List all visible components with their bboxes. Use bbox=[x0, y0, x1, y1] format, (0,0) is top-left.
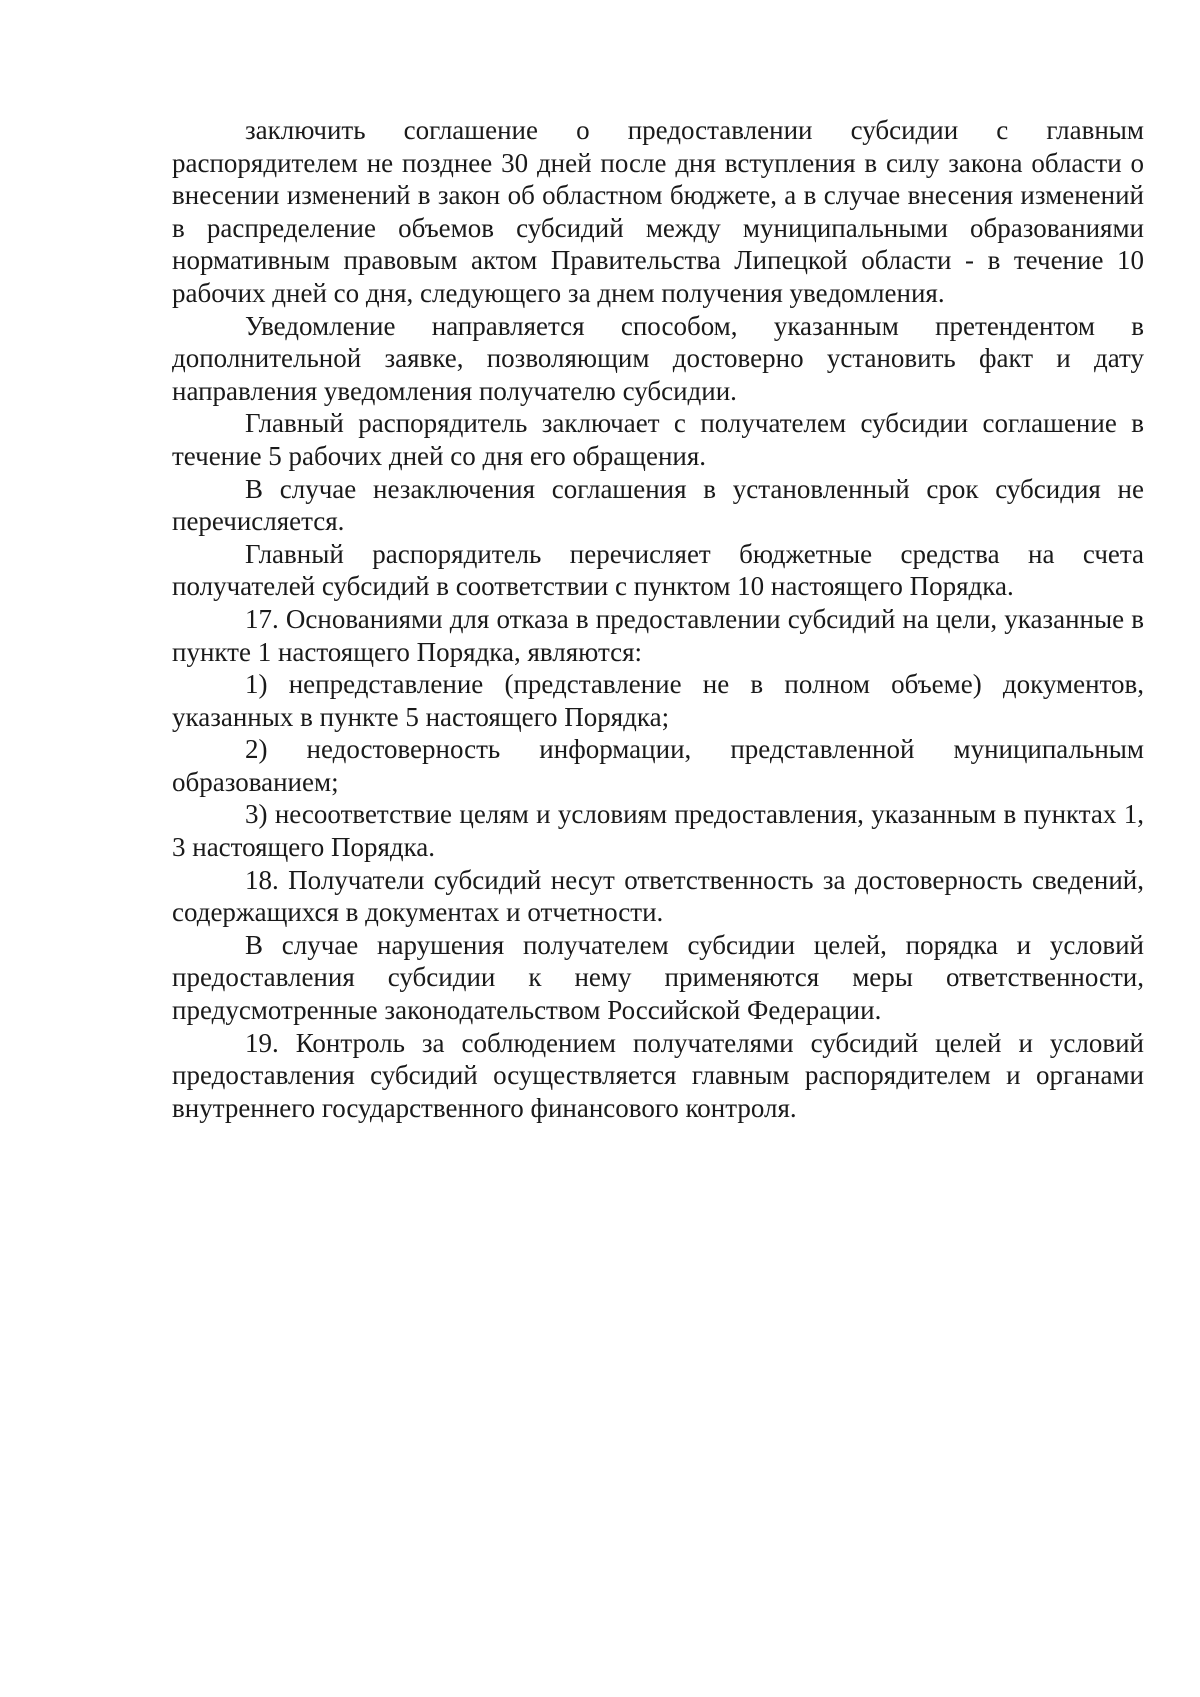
list-item-refusal-2: 2) недостоверность информации, представленной муниципальным образованием; bbox=[172, 734, 1144, 797]
paragraph-violation-measures: В случае нарушения получателем субсидии целей, порядка и условий предоставления субсидии к нему применяются меры ответственности, предусмотренные законодательством Российской Федерации. bbox=[172, 929, 1144, 1026]
paragraph-funds-transfer: Главный распорядитель перечисляет бюджетные средства на счета получателей субсидий в соответствии с пунктом 10 настоящего Порядка. bbox=[172, 538, 1144, 602]
paragraph-19-control: 19. Контроль за соблюдением получателями субсидий целей и условий предоставления субсидий осуществляется главным распорядителем и органами внутреннего государственного финансового контроля. bbox=[172, 1027, 1144, 1123]
paragraph-agreement-conclusion: Главный распорядитель заключает с получателем субсидии соглашение в течение 5 рабочих дней со дня его обращения. bbox=[172, 408, 1144, 471]
paragraph-18-responsibility: 18. Получатели субсидий несут ответственность за достоверность сведений, содержащихся в документах и отчетности. bbox=[172, 864, 1144, 928]
paragraph-agreement-deadline: заключить соглашение о предоставлении субсидии с главным распорядителем не позднее 30 дней после дня вступления в силу закона области о внесении изменений в закон об областном бюджете, а в случае внесения изменений в распределение объемов субсидий между муниципальными образованиями нормативным правовым актом Правительства Липецкой области - в течение 10 рабочих дней со дня, следующего за днем получения уведомления. bbox=[172, 115, 1144, 308]
list-item-refusal-1: 1) непредставление (представление не в полном объеме) документов, указанных в пункте 5 настоящего Порядка; bbox=[172, 669, 1144, 732]
paragraph-17-refusal-grounds: 17. Основаниями для отказа в предоставлении субсидий на цели, указанные в пункте 1 настоящего Порядка, являются: bbox=[172, 603, 1144, 667]
paragraph-non-conclusion: В случае незаключения соглашения в установленный срок субсидия не перечисляется. bbox=[172, 473, 1144, 537]
list-item-refusal-3: 3) несоответствие целям и условиям предоставления, указанным в пунктах 1, 3 настоящего Порядка. bbox=[172, 799, 1144, 863]
paragraph-notification-method: Уведомление направляется способом, указанным претендентом в дополнительной заявке, позволяющим достоверно установить факт и дату направления уведомления получателю субсидии. bbox=[172, 310, 1144, 406]
document-body bbox=[172, 114, 1144, 1124]
